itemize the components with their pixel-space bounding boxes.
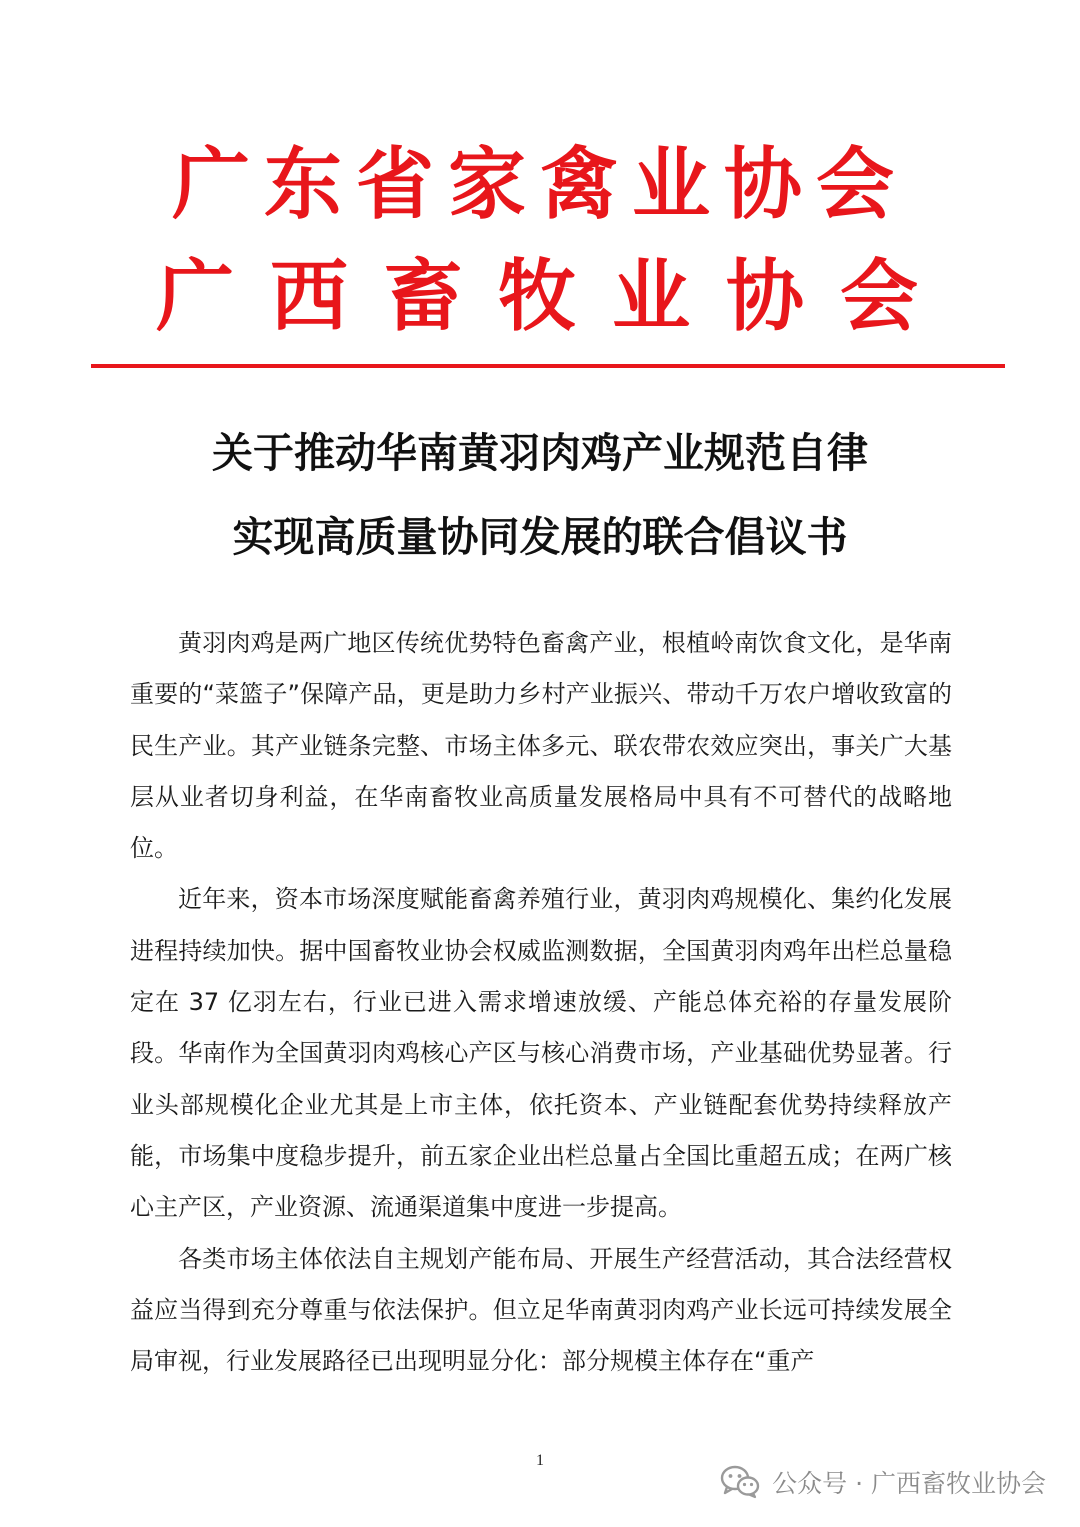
wechat-icon: [720, 1465, 760, 1499]
body-paragraph-2: 近年来，资本市场深度赋能畜禽养殖行业，黄羽肉鸡规模化、集约化发展进程持续加快。据中国畜牧业协会权威监测数据，全国黄羽肉鸡年出栏总量稳定在 37 亿羽左右，行业已进入需求增速放缓、产能总体充裕的存量发展阶段。华南作为全国黄羽肉鸡核心产区与核心消费市场，产业基础优势显著。行业头部规模化企业尤其是上市主体，依托资本、产业链配套优势持续释放产能，市场集中度稳步提升，前五家企业出栏总量占全国比重超五成；在两广核心主产区，产业资源、流通渠道集中度进一步提高。: [130, 885, 952, 1222]
page-number: 1: [536, 1452, 544, 1469]
wechat-watermark: [720, 1462, 1046, 1502]
body-paragraph-3: 各类市场主体依法自主规划产能布局、开展生产经营活动，其合法经营权益应当得到充分尊重与依法保护。但立足华南黄羽肉鸡产业长远可持续发展全局审视，行业发展路径已出现明显分化：部分规模主体存在“重产: [130, 1244, 952, 1376]
document-title-line-1: 关于推动华南黄羽肉鸡产业规范自律: [212, 429, 868, 477]
document-title-line-2: 实现高质量协同发展的联合倡议书: [232, 513, 848, 561]
body-paragraph-1: 黄羽肉鸡是两广地区传统优势特色畜禽产业，根植岭南饮食文化，是华南重要的“菜篮子”保障产品，更是助力乡村产业振兴、带动千万农户增收致富的民生产业。其产业链条完整、市场主体多元、联农带农效应突出，事关广大基层从业者切身利益，在华南畜牧业高质量发展格局中具有不可替代的战略地位。: [130, 629, 952, 863]
watermark-text: 公众号 · 广西畜牧业协会: [772, 1469, 1046, 1498]
masthead-org-1: 广东省家禽业协会: [171, 139, 908, 230]
masthead-org-2: 广西畜牧业协会: [155, 251, 954, 342]
red-divider: [91, 364, 1005, 368]
document-body: [130, 618, 952, 1387]
